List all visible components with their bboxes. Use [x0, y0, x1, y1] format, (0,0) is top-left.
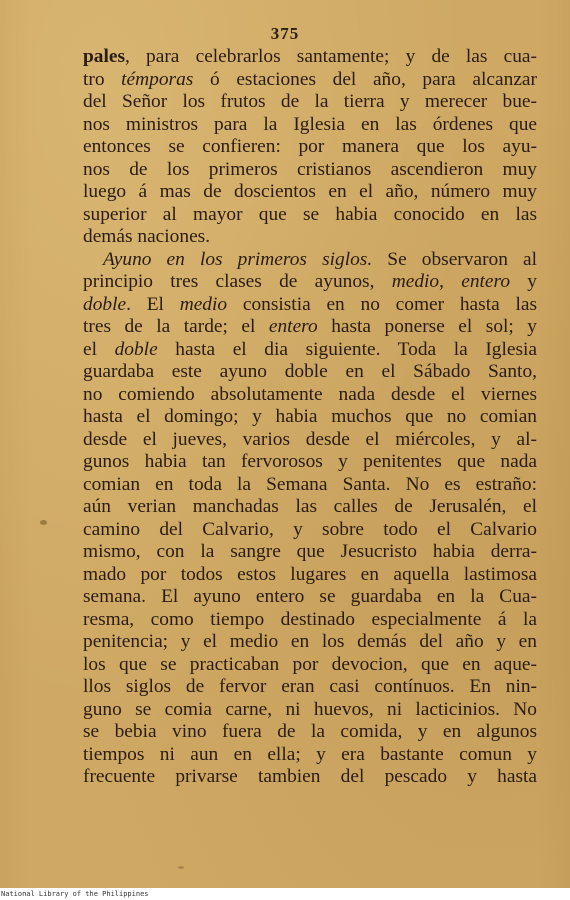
- text-line-28: los que se practicaban por devocion, que en aque-: [83, 653, 537, 675]
- text-line-20: comian en toda la Semana Santa. No es estraño:: [83, 473, 537, 495]
- text-line-29: llos siglos de fervor eran casi contínuos. En nin-: [83, 676, 537, 697]
- text-line-33: frecuente privarse tambien del pescado y hasta: [83, 766, 537, 787]
- text-line-26: resma, como tiempo destinado especialmente á la: [83, 608, 537, 630]
- italic-word: medio: [391, 271, 440, 292]
- text-line-18: desde el jueves, varios desde el miércoles, y al-: [83, 428, 537, 450]
- text-line-23: mismo, con la sangre que Jesucristo habia derra-: [83, 541, 537, 562]
- text-line-6: nos de los primeros cristianos ascendieron muy: [83, 158, 537, 180]
- text-line-16: no comiendo absolutamente nada desde el viernes: [83, 383, 537, 405]
- text-line-13: tres de la tarde; el entero hasta ponerse el sol; y: [83, 316, 537, 337]
- text-line-21: aún verian manchadas las calles de Jerusalén, el: [83, 496, 537, 517]
- italic-word: entero: [461, 271, 511, 292]
- italic-word: entero: [268, 316, 318, 337]
- section-heading: Ayuno en los primeros siglos.: [103, 248, 373, 270]
- text-line-15: guardaba este ayuno doble en el Sábado Santo,: [83, 361, 537, 382]
- text-line-8: superior al mayor que se habia conocido en las: [83, 203, 537, 225]
- body-text: [83, 46, 537, 789]
- text-line-10: Ayuno en los primeros siglos. Se observaron al: [103, 248, 538, 270]
- text-line-3: del Señor los frutos de la tierra y merecer bue-: [83, 91, 537, 112]
- text-line-25: semana. El ayuno entero se guardaba en la Cua-: [83, 586, 537, 607]
- italic-word: doble: [83, 293, 127, 315]
- text-line-31: se bebia vino fuera de la comida, y en algunos: [83, 721, 537, 742]
- text-line-2: tro témporas ó estaciones del año, para alcanzar: [83, 68, 537, 90]
- ink-spot: [178, 866, 184, 869]
- text-line-27: penitencia; y el medio en los demás del año y en: [83, 631, 537, 652]
- text-line-14: el doble hasta el dia siguiente. Toda la Iglesia: [83, 338, 537, 360]
- text-line-9: demás naciones.: [83, 226, 211, 247]
- text-line-30: guno se comia carne, ni huevos, ni lacticinios. No: [83, 698, 537, 720]
- text-line-12: doble. El medio consistia en no comer hasta las: [83, 293, 537, 315]
- text-line-32: tiempos ni aun en ella; y era bastante comun y: [83, 743, 537, 765]
- text-line-4: nos ministros para la Iglesia en las órdenes que: [83, 113, 537, 135]
- library-credit: National Library of the Philippines: [1, 890, 149, 898]
- text-line-1: pales, para celebrarlos santamente; y de las cua-: [83, 46, 537, 67]
- text-line-19: gunos habia tan fervorosos y penitentes que nada: [83, 451, 537, 472]
- italic-word: medio: [179, 293, 228, 315]
- page-number: 375: [270, 24, 300, 43]
- text-line-11: principio tres clases de ayunos, medio, entero y: [83, 271, 538, 292]
- text-line-22: camino del Calvario, y sobre todo el Calvario: [83, 518, 537, 540]
- text-line-5: entonces se confieren: por manera que los ayu-: [83, 136, 537, 157]
- text-line-24: mado por todos estos lugares en aquella lastimosa: [83, 563, 537, 585]
- italic-word: doble: [114, 338, 158, 360]
- ink-spot: [40, 520, 47, 525]
- text-line-17: hasta el domingo; y habia muchos que no comian: [83, 406, 537, 427]
- line-1-word: pales: [83, 46, 126, 67]
- text-line-7: luego á mas de doscientos en el año, número muy: [83, 181, 537, 202]
- italic-word: témporas: [121, 68, 194, 90]
